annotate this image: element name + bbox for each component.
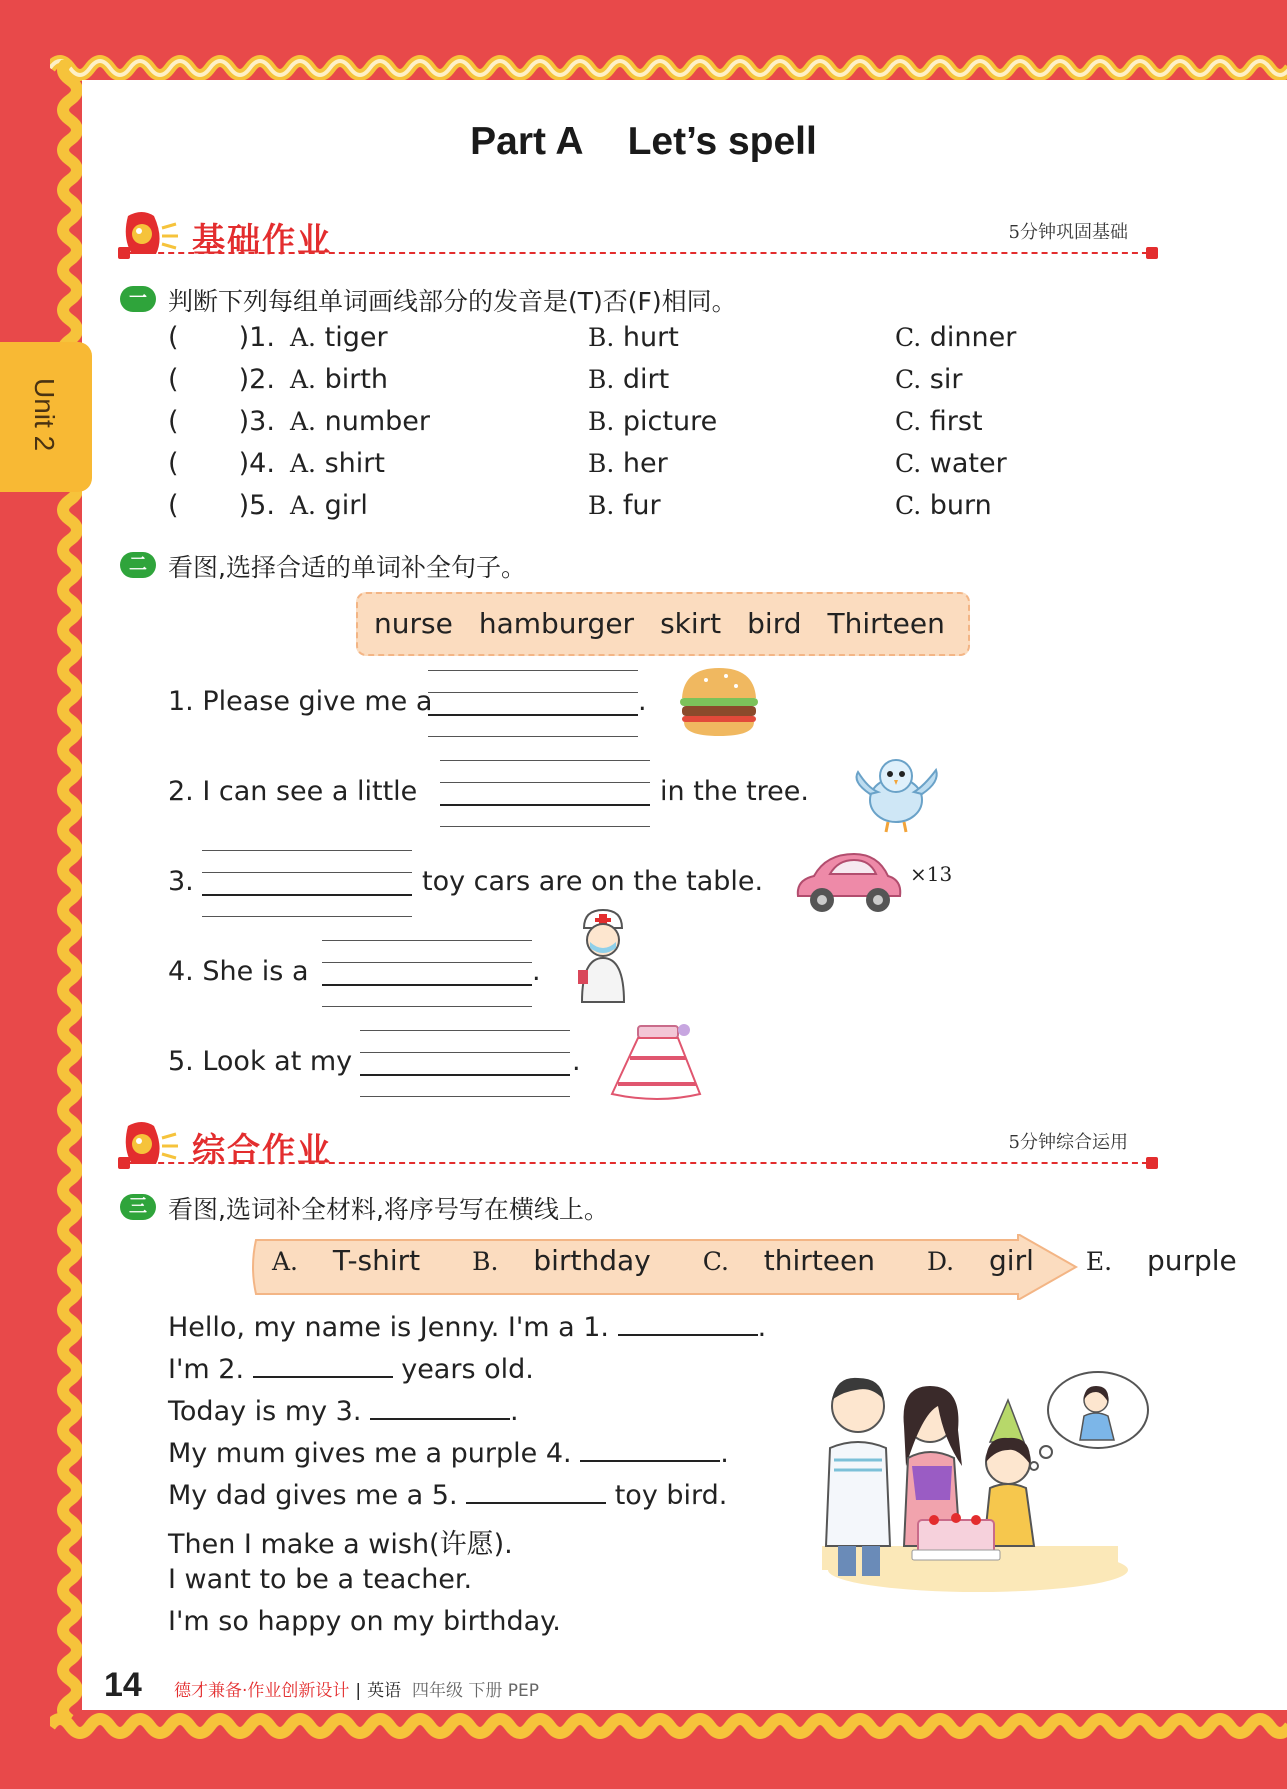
footer-grade: 四年级 下册 PEP bbox=[411, 1681, 540, 1701]
option-a: number bbox=[324, 406, 430, 437]
question-instruction: 判断下列每组单词画线部分的发音是(T)否(F)相同。 bbox=[168, 287, 737, 316]
title-name: Let’s spell bbox=[627, 120, 817, 163]
option-a: tiger bbox=[324, 322, 388, 353]
writing-lines[interactable] bbox=[440, 760, 650, 826]
story-line-2: I'm 2. years old. bbox=[168, 1354, 534, 1385]
option-c: water bbox=[929, 448, 1007, 479]
q1-row-4: ( )4. A. shirt B. her C. water bbox=[168, 448, 1007, 479]
option-c: sir bbox=[929, 364, 963, 395]
nurse-icon bbox=[568, 906, 638, 1004]
story-line-8: I'm so happy on my birthday. bbox=[168, 1606, 561, 1637]
answer-parens[interactable]: ( )4. bbox=[168, 448, 275, 479]
story-line-6: Then I make a wish(许愿). bbox=[168, 1529, 513, 1560]
sentence-text: 3. bbox=[168, 866, 194, 897]
dashed-divider bbox=[118, 252, 1158, 254]
section-banner-comprehensive bbox=[118, 1118, 1158, 1178]
sentence-end: toy cars are on the table. bbox=[422, 866, 764, 897]
sentence-end: . bbox=[532, 956, 541, 987]
car-count-label: ×13 bbox=[910, 862, 953, 886]
writing-lines[interactable] bbox=[360, 1030, 570, 1096]
option-c: dinner bbox=[929, 322, 1017, 353]
option-c: first bbox=[929, 406, 983, 437]
unit-tab bbox=[0, 342, 92, 492]
option-c: burn bbox=[929, 490, 992, 521]
title-part: Part A bbox=[470, 120, 584, 163]
story-line-7: I want to be a teacher. bbox=[168, 1564, 473, 1595]
word-bank-item: skirt bbox=[660, 607, 722, 640]
option-a: birth bbox=[324, 364, 389, 395]
sentence-end: . bbox=[638, 686, 647, 717]
q1-row-1: ( )1. A. tiger B. hurt C. dinner bbox=[168, 322, 1017, 353]
option-item: D. girl bbox=[927, 1244, 1034, 1277]
page-footer bbox=[174, 1676, 539, 1701]
word-bank-item: Thirteen bbox=[827, 607, 945, 640]
answer-parens[interactable]: ( )3. bbox=[168, 406, 275, 437]
story-line-5: My dad gives me a 5. toy bird. bbox=[168, 1480, 728, 1511]
sentence-text: 4. She is a bbox=[168, 956, 309, 987]
sentence-text: 2. I can see a little bbox=[168, 776, 418, 807]
option-list bbox=[272, 1244, 1287, 1277]
footer-separator: | bbox=[355, 1681, 362, 1701]
q2-sentence-4 bbox=[168, 956, 308, 987]
question-number: 二 bbox=[120, 552, 156, 578]
sentence-end: in the tree. bbox=[660, 776, 809, 807]
q1-row-2: ( )2. A. birth B. dirt C. sir bbox=[168, 364, 963, 395]
divider-end-left bbox=[118, 247, 130, 259]
option-arrow-box bbox=[250, 1234, 1237, 1300]
answer-parens[interactable]: ( )5. bbox=[168, 490, 275, 521]
option-item: A. T-shirt bbox=[272, 1244, 421, 1277]
unit-tab-label: Unit 2 bbox=[29, 378, 60, 452]
footer-brand: 德才兼备·作业创新设计 bbox=[174, 1681, 350, 1701]
divider-end-right bbox=[1146, 247, 1158, 259]
wavy-border-bottom bbox=[50, 1706, 1287, 1746]
question-number: 一 bbox=[120, 286, 156, 312]
section-title: 基础作业 bbox=[192, 220, 332, 259]
section-title: 综合作业 bbox=[192, 1130, 332, 1169]
section-note: 5分钟巩固基础 bbox=[1008, 222, 1128, 243]
word-bank-item: bird bbox=[747, 607, 802, 640]
sentence-text: 5. Look at my bbox=[168, 1046, 353, 1077]
question-number: 三 bbox=[120, 1194, 156, 1220]
answer-blank[interactable] bbox=[253, 1354, 393, 1378]
section-banner-basic bbox=[118, 208, 1158, 268]
answer-blank[interactable] bbox=[466, 1480, 606, 1504]
writing-lines[interactable] bbox=[322, 940, 532, 1006]
answer-blank[interactable] bbox=[370, 1396, 510, 1420]
option-b: hurt bbox=[622, 322, 679, 353]
word-bank bbox=[356, 592, 970, 656]
divider-end-right bbox=[1146, 1157, 1158, 1169]
story-line-4: My mum gives me a purple 4. . bbox=[168, 1438, 729, 1469]
hamburger-icon bbox=[676, 664, 762, 740]
q2-sentence-5 bbox=[168, 1046, 352, 1077]
option-a: shirt bbox=[324, 448, 385, 479]
sentence-text: 1. Please give me a bbox=[168, 686, 433, 717]
word-bank-item: hamburger bbox=[478, 607, 635, 640]
writing-lines[interactable] bbox=[202, 850, 412, 916]
sentence-end: . bbox=[572, 1046, 581, 1077]
option-b: her bbox=[622, 448, 668, 479]
page-title bbox=[0, 120, 1287, 164]
q1-row-5: ( )5. A. girl B. fur C. burn bbox=[168, 490, 992, 521]
q2-sentence-2 bbox=[168, 776, 417, 807]
word-bank-item: nurse bbox=[374, 607, 453, 640]
question-instruction: 看图,选词补全材料,将序号写在横线上。 bbox=[168, 1195, 609, 1224]
q2-sentence-3 bbox=[168, 866, 194, 897]
section-note: 5分钟综合运用 bbox=[1008, 1132, 1128, 1153]
option-item: C. thirteen bbox=[702, 1244, 875, 1277]
page-number: 14 bbox=[104, 1666, 142, 1704]
answer-parens[interactable]: ( )1. bbox=[168, 322, 275, 353]
question-instruction: 看图,选择合适的单词补全句子。 bbox=[168, 553, 526, 582]
answer-blank[interactable] bbox=[580, 1438, 720, 1462]
option-b: dirt bbox=[622, 364, 670, 395]
option-b: fur bbox=[622, 490, 661, 521]
answer-blank[interactable] bbox=[618, 1312, 758, 1336]
q2-sentence-1 bbox=[168, 686, 432, 717]
option-a: girl bbox=[324, 490, 368, 521]
birthday-family-illustration bbox=[812, 1370, 1152, 1596]
option-b: picture bbox=[622, 406, 718, 437]
option-item: E. purple bbox=[1085, 1244, 1237, 1277]
divider-end-left bbox=[118, 1157, 130, 1169]
skirt-icon bbox=[608, 1018, 704, 1102]
q1-row-3: ( )3. A. number B. picture C. first bbox=[168, 406, 983, 437]
answer-parens[interactable]: ( )2. bbox=[168, 364, 275, 395]
story-line-3: Today is my 3. . bbox=[168, 1396, 519, 1427]
dashed-divider bbox=[118, 1162, 1158, 1164]
option-item: B. birthday bbox=[472, 1244, 651, 1277]
story-line-1: Hello, my name is Jenny. I'm a 1. . bbox=[168, 1312, 767, 1343]
footer-subject: 英语 bbox=[367, 1681, 402, 1701]
bird-icon bbox=[850, 752, 942, 836]
toy-car-icon bbox=[792, 846, 904, 918]
writing-lines[interactable] bbox=[428, 670, 638, 736]
